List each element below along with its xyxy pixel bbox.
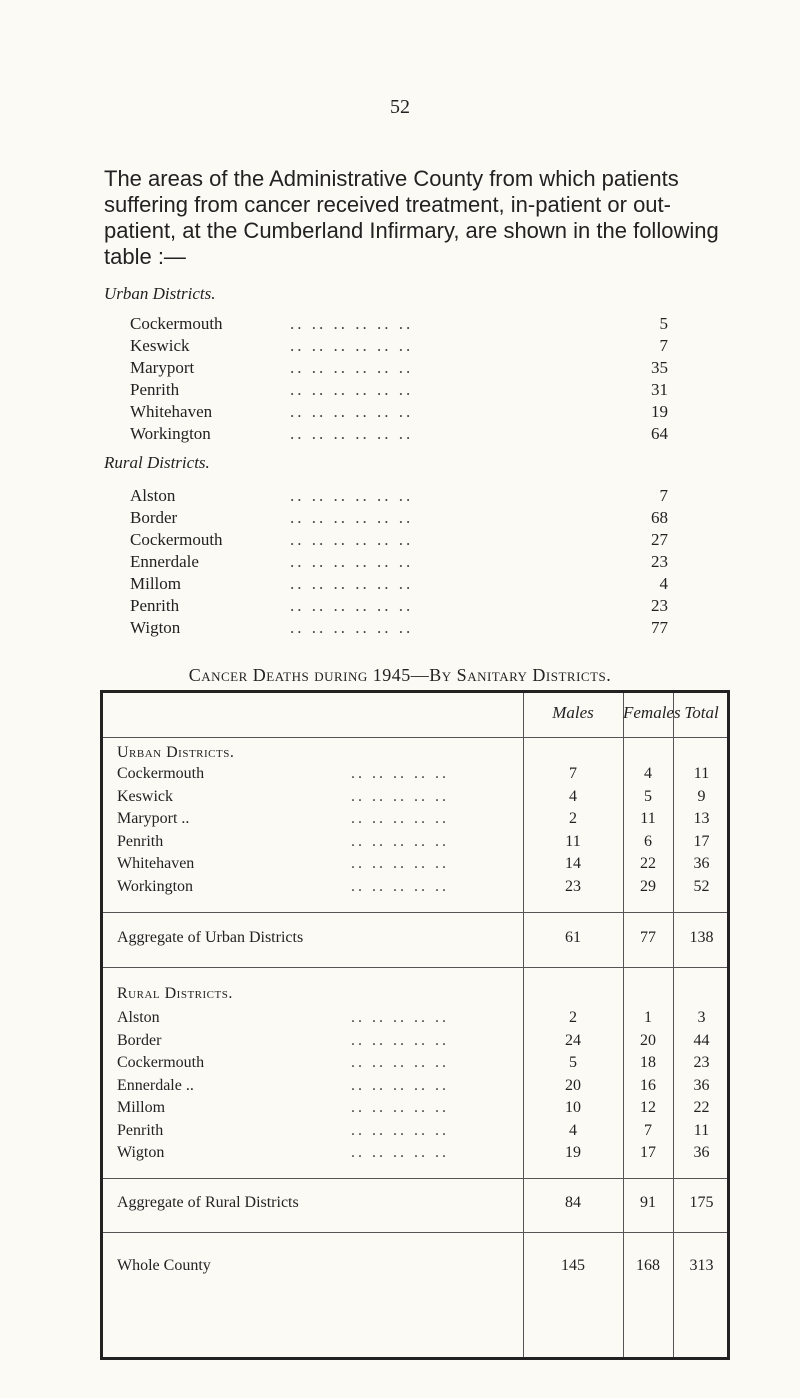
value-total: 9 — [697, 787, 706, 805]
urban-list-item — [130, 335, 668, 357]
value-females: 29 — [640, 877, 656, 895]
patient-count: 4 — [659, 574, 668, 593]
rural-districts-heading: Rural Districts. — [104, 453, 210, 472]
row-name: Border — [117, 1031, 162, 1049]
value-total: 175 — [689, 1194, 714, 1211]
district-name: Workington — [130, 424, 211, 443]
value-females: 6 — [644, 832, 652, 850]
row-name: Ennerdale .. — [117, 1076, 194, 1094]
leader-dots: .. .. .. .. .. — [351, 1121, 449, 1139]
leader-dots: .. .. .. .. .. .. — [290, 552, 414, 571]
district-name: Penrith — [130, 380, 180, 399]
value-males: 2 — [569, 1009, 577, 1026]
leader-dots: .. .. .. .. .. .. — [290, 486, 414, 505]
rule — [103, 912, 727, 913]
value-females: 11 — [640, 810, 656, 827]
urban-districts-list — [130, 313, 668, 445]
value-total: 3 — [697, 1009, 706, 1026]
value-males: 84 — [565, 1194, 581, 1211]
leader-dots: .. .. .. .. .. — [351, 1054, 449, 1071]
rule — [103, 1178, 727, 1179]
leader-dots: .. .. .. .. .. .. — [290, 508, 414, 527]
leader-dots: .. .. .. .. .. .. — [290, 596, 414, 615]
leader-dots: .. .. .. .. .. — [351, 1099, 449, 1116]
value-females: 168 — [636, 1257, 660, 1274]
leader-dots: .. .. .. .. .. — [351, 765, 449, 782]
urban-list-item — [130, 313, 668, 335]
header-females: Females — [623, 703, 681, 722]
leader-dots: .. .. .. .. .. .. — [290, 530, 414, 549]
leader-dots: .. .. .. .. .. .. — [290, 424, 414, 443]
row-name: Keswick — [117, 787, 173, 805]
value-males: 23 — [565, 877, 581, 895]
rural-list-item — [130, 551, 668, 573]
cancer-deaths-table — [100, 690, 730, 1360]
patient-count: 23 — [651, 552, 668, 571]
page-number: 52 — [390, 96, 410, 118]
patient-count: 5 — [659, 314, 668, 333]
leader-dots: .. .. .. .. .. .. — [290, 358, 414, 377]
leader-dots: .. .. .. .. .. — [351, 855, 449, 872]
value-total: 23 — [693, 1054, 710, 1071]
urban-list-item — [130, 379, 668, 401]
row-name: Alston — [117, 1009, 160, 1026]
urban-list-item — [130, 357, 668, 379]
value-males: 11 — [565, 832, 581, 850]
value-males: 14 — [565, 855, 581, 872]
patient-count: 35 — [651, 358, 668, 377]
rule — [103, 967, 727, 968]
patient-count: 7 — [659, 486, 668, 505]
value-total: 11 — [693, 1121, 710, 1139]
district-name: Penrith — [130, 596, 180, 615]
value-males: 61 — [565, 929, 581, 946]
leader-dots: .. .. .. .. .. .. — [290, 618, 414, 637]
rural-list-item — [130, 573, 668, 595]
value-males: 24 — [565, 1031, 581, 1049]
rural-list-item — [130, 507, 668, 529]
value-females: 16 — [640, 1076, 656, 1094]
leader-dots: .. .. .. .. .. .. — [290, 314, 414, 333]
value-total: 36 — [693, 1144, 710, 1161]
rural-list-item — [130, 595, 668, 617]
value-males: 4 — [569, 787, 577, 805]
value-total: 44 — [693, 1031, 710, 1049]
leader-dots: .. .. .. .. .. .. — [290, 336, 414, 355]
leader-dots: .. .. .. .. .. .. — [290, 380, 414, 399]
district-name: Alston — [130, 486, 176, 505]
row-name: Workington — [117, 877, 194, 895]
rural-list-item — [130, 529, 668, 551]
table-title: Cancer Deaths during 1945—By Sanitary Districts. — [188, 665, 612, 685]
value-total: 36 — [693, 1076, 710, 1094]
patient-count: 31 — [651, 380, 668, 399]
district-name: Whitehaven — [130, 402, 213, 421]
district-name: Ennerdale — [130, 552, 199, 571]
header-rule — [103, 737, 727, 738]
district-name: Cockermouth — [130, 314, 223, 333]
row-name: Aggregate of Rural Districts — [117, 1194, 299, 1211]
value-females: 12 — [640, 1099, 656, 1116]
leader-dots: .. .. .. .. .. — [351, 787, 449, 805]
value-females: 7 — [644, 1121, 652, 1139]
value-females: 5 — [644, 787, 652, 805]
leader-dots: .. .. .. .. .. — [351, 1031, 449, 1049]
district-name: Cockermouth — [130, 530, 223, 549]
row-name: Cockermouth — [117, 765, 205, 782]
rule — [103, 1232, 727, 1233]
leader-dots: .. .. .. .. .. — [351, 1009, 449, 1026]
value-females: 22 — [640, 855, 656, 872]
value-total: 52 — [693, 877, 710, 895]
leader-dots: .. .. .. .. .. .. — [290, 402, 414, 421]
value-total: 13 — [693, 810, 710, 827]
row-name: Whole County — [117, 1257, 211, 1274]
header-total: Total — [684, 703, 719, 722]
value-males: 2 — [569, 810, 577, 827]
patient-count: 23 — [651, 596, 668, 615]
value-total: 138 — [689, 929, 714, 946]
value-females: 20 — [640, 1031, 656, 1049]
value-males: 5 — [569, 1054, 577, 1071]
district-name: Wigton — [130, 618, 181, 637]
value-females: 91 — [640, 1194, 656, 1211]
district-name: Millom — [130, 574, 182, 593]
value-males: 20 — [565, 1076, 581, 1094]
leader-dots: .. .. .. .. .. — [351, 1076, 449, 1094]
row-name: Cockermouth — [117, 1054, 205, 1071]
row-name: Millom — [117, 1099, 166, 1116]
leader-dots: .. .. .. .. .. .. — [290, 574, 414, 593]
value-males: 19 — [565, 1144, 581, 1161]
intro-paragraph: The areas of the Administrative County from which patients suffering from cancer received treatment, in-patient or out-patient, at the Cumberland Infirmary, are shown in the following table :— — [104, 166, 719, 269]
patient-count: 27 — [651, 530, 668, 549]
value-total: 11 — [693, 765, 710, 782]
value-females: 77 — [640, 929, 656, 946]
row-name: Whitehaven — [117, 855, 195, 872]
row-name: Maryport .. — [117, 810, 190, 827]
district-name: Keswick — [130, 336, 190, 355]
value-males: 145 — [561, 1257, 585, 1274]
patient-count: 64 — [651, 424, 668, 443]
value-males: 7 — [569, 765, 577, 782]
leader-dots: .. .. .. .. .. — [351, 877, 449, 895]
value-total: 313 — [689, 1257, 714, 1274]
value-females: 1 — [644, 1009, 652, 1026]
rural-list-item — [130, 617, 668, 639]
urban-districts-heading: Urban Districts. — [104, 284, 216, 303]
row-name: Penrith — [117, 832, 164, 850]
rural-districts-list — [130, 485, 668, 639]
value-total: 17 — [693, 832, 710, 850]
row-name: Penrith — [117, 1121, 164, 1139]
leader-dots: .. .. .. .. .. — [351, 1144, 449, 1161]
rural-list-item — [130, 485, 668, 507]
leader-dots: .. .. .. .. .. — [351, 832, 449, 850]
urban-group-label: Urban Districts. — [117, 744, 235, 761]
header-males: Males — [552, 703, 594, 722]
row-name: Aggregate of Urban Districts — [117, 929, 304, 946]
rural-group-label: Rural Districts. — [117, 985, 233, 1002]
value-total: 36 — [693, 855, 710, 872]
patient-count: 7 — [659, 336, 668, 355]
value-females: 4 — [644, 765, 652, 782]
value-males: 4 — [569, 1121, 577, 1139]
patient-count: 19 — [651, 402, 668, 421]
leader-dots: .. .. .. .. .. — [351, 810, 449, 827]
urban-list-item — [130, 423, 668, 445]
patient-count: 77 — [651, 618, 668, 637]
district-name: Maryport — [130, 358, 195, 377]
district-name: Border — [130, 508, 178, 527]
patient-count: 68 — [651, 508, 668, 527]
urban-list-item — [130, 401, 668, 423]
value-males: 10 — [565, 1099, 581, 1116]
row-name: Wigton — [117, 1144, 165, 1161]
value-females: 18 — [640, 1054, 656, 1071]
value-females: 17 — [640, 1144, 656, 1161]
value-total: 22 — [693, 1099, 710, 1116]
